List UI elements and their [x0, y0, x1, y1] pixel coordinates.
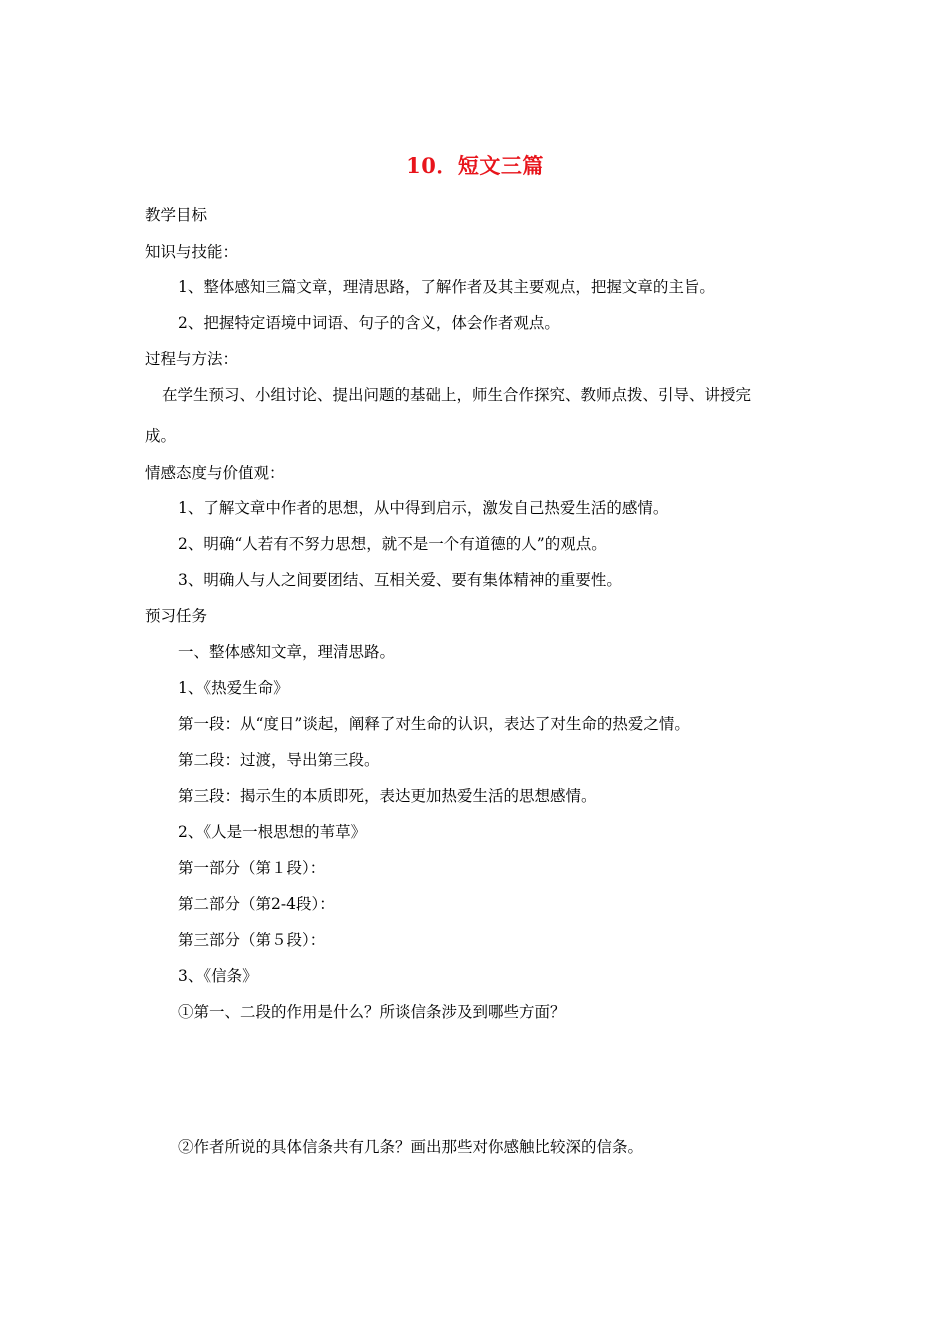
emotion-item: 1、了解文章中作者的思想，从中得到启示，激发自己热爱生活的感情。	[178, 499, 669, 517]
preview-item: 第一部分（第１段）：	[178, 859, 326, 877]
emotion-item: 3、明确人与人之间要团结、互相关爱、要有集体精神的重要性。	[178, 571, 622, 589]
preview-item: 2、《人是一根思想的苇草》	[178, 823, 367, 841]
preview-item: 一、整体感知文章，理清思路。	[178, 643, 396, 661]
objectives-heading: 教学目标	[145, 206, 208, 224]
knowledge-heading: 知识与技能：	[145, 243, 239, 261]
preview-question: ①第一、二段的作用是什么？所谈信条涉及到哪些方面？	[178, 1003, 566, 1021]
process-heading: 过程与方法：	[145, 350, 239, 368]
knowledge-item: 1、整体感知三篇文章，理清思路，了解作者及其主要观点，把握文章的主旨。	[178, 278, 715, 296]
page-title: 10．短文三篇	[406, 153, 544, 178]
process-text-continued: 成。	[145, 427, 177, 445]
knowledge-item: 2、把握特定语境中词语、句子的含义，体会作者观点。	[178, 314, 560, 332]
preview-item: 第二段：过渡，导出第三段。	[178, 751, 380, 769]
preview-question: ②作者所说的具体信条共有几条？画出那些对你感触比较深的信条。	[178, 1138, 644, 1156]
preview-item: 第一段：从“度日”谈起，阐释了对生命的认识，表达了对生命的热爱之情。	[178, 715, 690, 733]
process-text: 在学生预习、小组讨论、提出问题的基础上，师生合作探究、教师点拨、引导、讲授完	[162, 386, 752, 404]
preview-item: 3、《信条》	[178, 967, 258, 985]
emotion-heading: 情感态度与价值观：	[145, 464, 285, 482]
preview-item: 第三段：揭示生的本质即死，表达更加热爱生活的思想感情。	[178, 787, 597, 805]
preview-heading: 预习任务	[145, 607, 208, 625]
preview-item: 第三部分（第５段）：	[178, 931, 326, 949]
emotion-item: 2、明确“人若有不努力思想，就不是一个有道德的人”的观点。	[178, 535, 607, 553]
preview-item: 1、《热爱生命》	[178, 679, 289, 697]
preview-item: 第二部分（第2-4段）：	[178, 895, 335, 913]
